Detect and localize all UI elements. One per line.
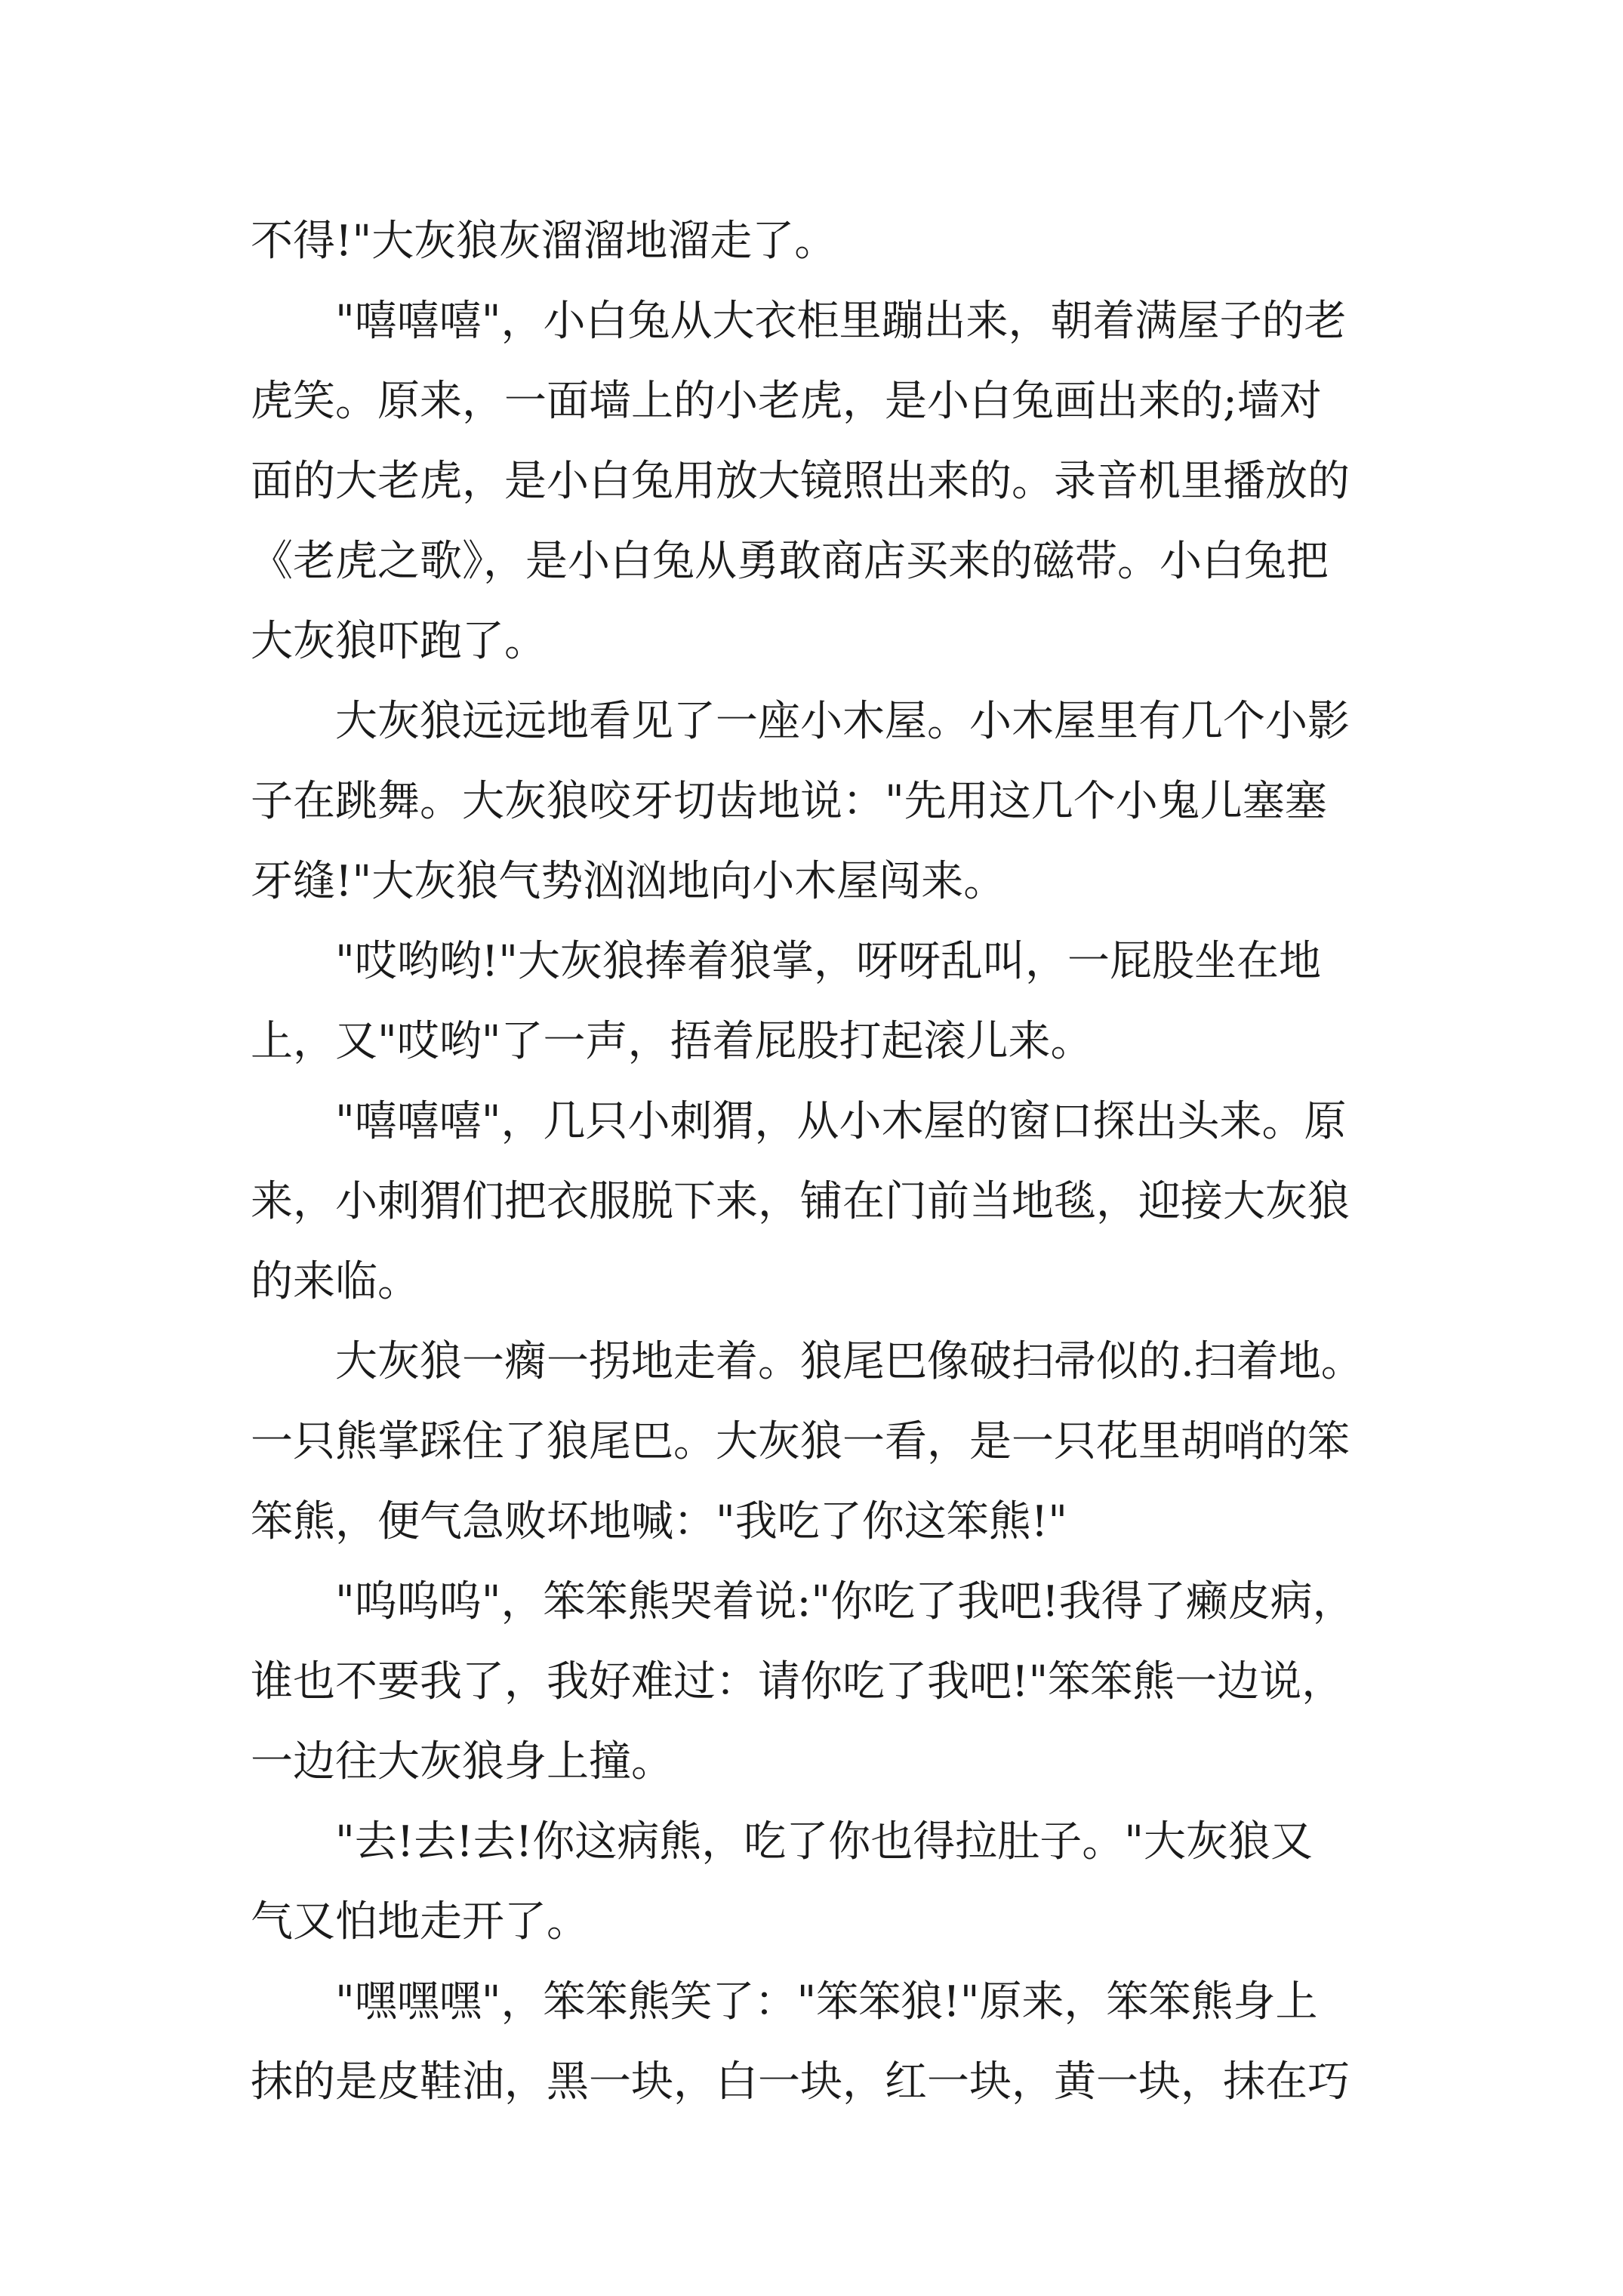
text-line: 笨熊，便气急败坏地喊："我吃了你这笨熊!" xyxy=(251,1497,1068,1546)
text-line: 大灰狼远远地看见了一座小木屋。小木屋里有几个小影 xyxy=(335,697,1350,746)
text-line: 虎笑。原来，一面墙上的小老虎，是小白兔画出来的;墙对 xyxy=(251,377,1322,426)
text-line: 抹的是皮鞋油，黑一块，白一块，红一块，黄一块，抹在巧 xyxy=(251,2057,1350,2106)
text-line: 的来临。 xyxy=(251,1257,420,1306)
text-line: 不得!"大灰狼灰溜溜地溜走了。 xyxy=(251,217,837,266)
text-line: 《老虎之歌》，是小白兔从勇敢商店买来的磁带。小白兔把 xyxy=(251,537,1329,586)
text-line: "嘻嘻嘻"，几只小刺猬，从小木屋的窗口探出头来。原 xyxy=(335,1097,1347,1146)
text-line: 上，又"哎哟"了一声，捂着屁股打起滚儿来。 xyxy=(251,1017,1093,1066)
text-line: "去!去!去!你这病熊，吃了你也得拉肚子。"大灰狼又 xyxy=(335,1817,1313,1866)
text-line: 气又怕地走开了。 xyxy=(251,1897,589,1946)
text-line: 谁也不要我了，我好难过：请你吃了我吧!"笨笨熊一边说， xyxy=(251,1657,1344,1706)
text-line: "嘿嘿嘿"，笨笨熊笑了："笨笨狼!"原来，笨笨熊身上 xyxy=(335,1977,1318,2026)
text-line: 一只熊掌踩住了狼尾巴。大灰狼一看，是一只花里胡哨的笨 xyxy=(251,1417,1350,1466)
text-line: "嘻嘻嘻"，小白兔从大衣柜里蹦出来，朝着满屋子的老 xyxy=(335,297,1347,346)
text-line: "呜呜呜"，笨笨熊哭着说:"你吃了我吧!我得了癞皮病， xyxy=(335,1577,1355,1626)
text-line: 面的大老虎，是小白兔用放大镜照出来的。录音机里播放的 xyxy=(251,457,1350,506)
text-line: 子在跳舞。大灰狼咬牙切齿地说："先用这几个小鬼儿塞塞 xyxy=(251,777,1327,826)
text-line: 一边往大灰狼身上撞。 xyxy=(251,1737,673,1786)
text-line: 来，小刺猬们把衣服脱下来，铺在门前当地毯，迎接大灰狼 xyxy=(251,1177,1350,1226)
text-line: "哎哟哟!"大灰狼捧着狼掌，呀呀乱叫，一屁股坐在地 xyxy=(335,937,1322,986)
text-line: 大灰狼吓跑了。 xyxy=(251,617,547,666)
text-line: 大灰狼一瘸一拐地走着。狼尾巴像破扫帚似的.扫着地。 xyxy=(335,1337,1363,1386)
text-line: 牙缝!"大灰狼气势汹汹地向小木屋闯来。 xyxy=(251,857,1006,906)
